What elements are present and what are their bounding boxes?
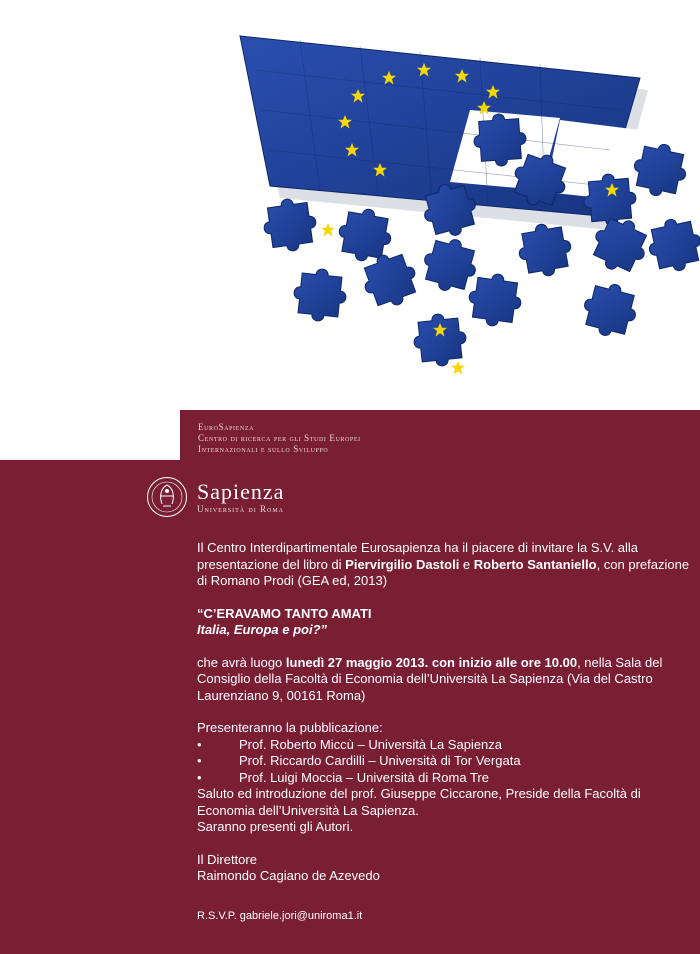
presenter-name: Prof. Luigi Moccia – Università di Roma Tre bbox=[239, 769, 489, 785]
center-line: EuroSapienza bbox=[198, 422, 255, 432]
book-title: “C’ERAVAMO TANTO AMATI bbox=[197, 605, 372, 621]
presenter-name: Prof. Roberto Miccù – Università La Sapienza bbox=[239, 736, 503, 752]
authors-note: Saranno presenti gli Autori. bbox=[197, 819, 354, 834]
event-text: , nella Sala del Consiglio della Facoltà di Economia dell’Università La Sapienza (Via del Castro Laurenziano 9, 00161 Roma) bbox=[197, 654, 663, 703]
rsvp-contact: R.S.V.P. gabriele.jori@uniroma1.it bbox=[197, 910, 363, 922]
list-item bbox=[197, 737, 692, 754]
eu-puzzle-illustration bbox=[0, 0, 700, 410]
event-date: lunedì 27 maggio 2013. con inizio alle ore 10.00 bbox=[285, 654, 578, 670]
university-name: Sapienza bbox=[197, 479, 285, 504]
intro-text: e bbox=[459, 556, 474, 572]
intro-paragraph bbox=[197, 540, 692, 590]
event-text: che avrà luogo bbox=[197, 654, 286, 670]
sapienza-seal-icon bbox=[146, 476, 188, 518]
signature-name: Raimondo Cagiano de Azevedo bbox=[197, 868, 380, 883]
university-subtitle: Università di Roma bbox=[197, 504, 284, 514]
bullet: • bbox=[197, 753, 202, 768]
author-name: Roberto Santaniello bbox=[473, 556, 597, 572]
greeting-paragraph: Saluto ed introduzione del prof. Giuseppe Ciccarone, Preside della Facoltà di Economia dell’Università La Sapienza. bbox=[197, 786, 641, 818]
eu-flag-puzzle-image bbox=[0, 0, 700, 410]
bullet: • bbox=[197, 736, 202, 752]
presenter-name: Prof. Riccardo Cardilli – Università di Tor Vergata bbox=[239, 753, 521, 768]
center-line: Internazionali e sullo Sviluppo bbox=[198, 444, 329, 454]
book-subtitle: Italia, Europa e poi?” bbox=[197, 622, 328, 637]
research-center-name bbox=[198, 422, 361, 455]
list-item bbox=[197, 770, 692, 787]
list-item bbox=[197, 753, 692, 770]
author-name: Piervirgilio Dastoli bbox=[345, 556, 460, 572]
intro-text: Il Centro Interdipartimentale Eurosapienza ha il piacere di invitare la S.V. alla presentazione del libro di bbox=[197, 540, 639, 572]
center-line: Centro di ricerca per gli Studi Europei bbox=[198, 433, 361, 443]
presenters-list bbox=[197, 737, 692, 787]
signature-role: Il Direttore bbox=[197, 851, 257, 867]
invitation-text bbox=[197, 540, 692, 885]
presenters-intro: Presenteranno la pubblicazione: bbox=[197, 720, 383, 735]
event-paragraph bbox=[197, 655, 692, 705]
university-brand bbox=[197, 481, 284, 514]
bullet: • bbox=[197, 769, 202, 785]
intro-text: , con prefazione di Romano Prodi (GEA ed, 2013) bbox=[197, 556, 690, 588]
